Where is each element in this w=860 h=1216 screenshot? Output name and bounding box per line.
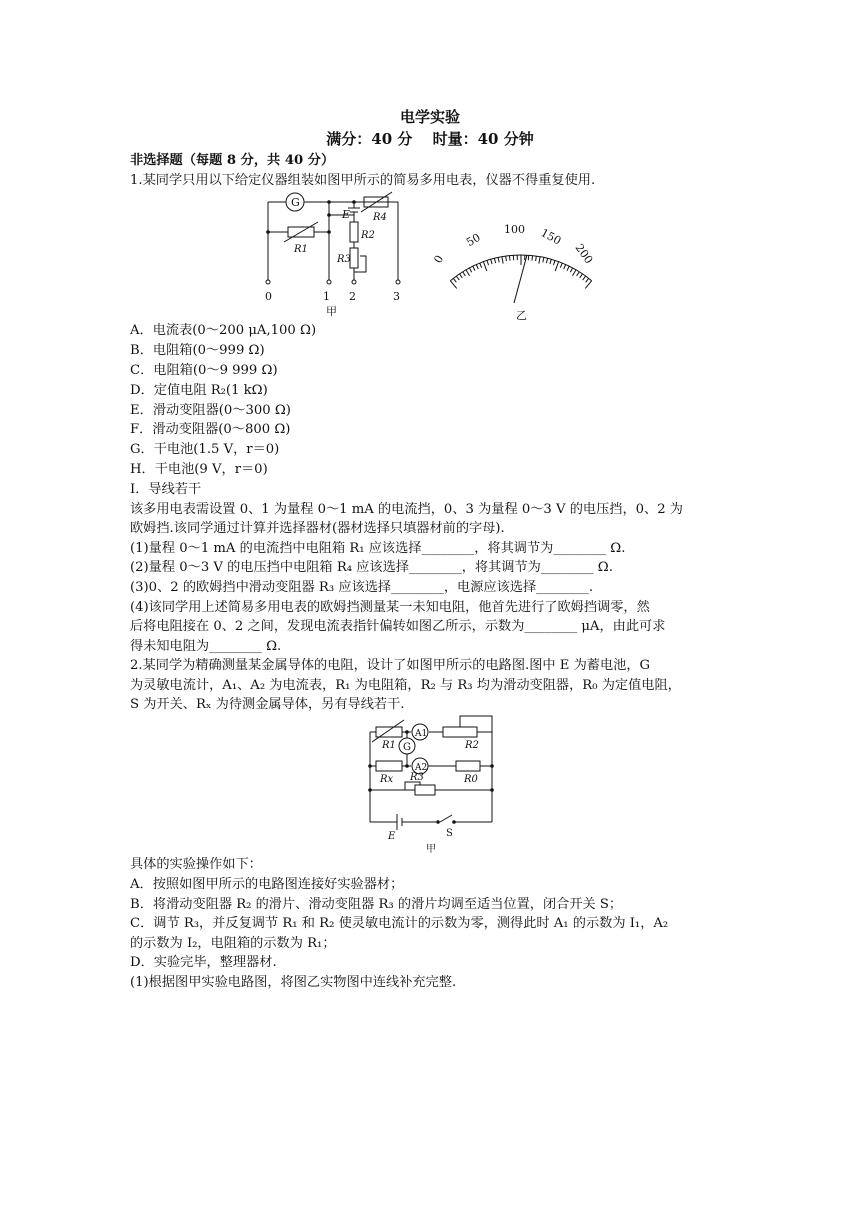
meter-tick <box>555 262 558 271</box>
q1-option-b: B．电阻箱(0～999 Ω) <box>130 343 265 358</box>
meter-tick <box>577 272 580 276</box>
q2-circuit-figure <box>360 714 520 854</box>
meter-tick <box>483 262 486 271</box>
meter-tick <box>498 257 499 262</box>
q1-body-line: (4)该同学用上述简易多用电表的欧姆挡测量某一未知电阻，他首先进行了欧姆挡调零，然 <box>130 600 650 615</box>
meter-tick <box>567 266 569 270</box>
q2-s-label: S <box>446 828 453 839</box>
q1-option-h: H．干电池(9 V，r＝0) <box>130 462 268 477</box>
q2-r2-label: R2 <box>465 740 479 751</box>
q1-r3-label: R3 <box>337 254 351 265</box>
meter-tick <box>476 265 478 270</box>
meter-tick <box>459 274 462 278</box>
page-subtitle: 满分：40 分 时量：40 分钟 <box>326 130 534 148</box>
meter-tick <box>453 278 456 282</box>
terminal-0-label: 0 <box>265 290 272 303</box>
q1-option-g: G．干电池(1.5 V，r＝0) <box>130 442 280 457</box>
q2-r0-label: R0 <box>464 774 478 785</box>
q1-body-line: 欧姆挡.该同学通过计算并选择器材(器材选择只填器材前的字母). <box>130 521 505 536</box>
q1-option-c: C．电阻箱(0～9 999 Ω) <box>130 363 278 378</box>
q1-option-d: D．定值电阻 R₂(1 kΩ) <box>130 383 268 398</box>
meter-tick <box>494 258 495 263</box>
meter-tick <box>583 276 586 280</box>
q2-e-label: E <box>388 831 396 842</box>
scale-label-100: 100 <box>504 223 525 236</box>
scale-label-50: 50 <box>464 230 483 250</box>
q2-r3-label: R3 <box>410 772 424 783</box>
meter-tick <box>564 265 566 270</box>
q2-stem-line: S 为开关、Rₓ 为待测金属导体，另有导线若干. <box>130 697 405 712</box>
meter-tick <box>543 257 544 262</box>
q1-r1-label: R1 <box>294 244 308 255</box>
meter-tick <box>456 276 459 280</box>
q2-rx-label: Rx <box>380 774 394 785</box>
scale-label-0: 0 <box>431 253 447 266</box>
q2-step-line: C．调节 R₃，并反复调节 R₁ 和 R₂ 使灵敏电流计的示数为零，测得此时 A₁ 的示数为 I₁，A₂ <box>130 916 669 931</box>
q1-body-line: 后将电阻接在 0、2 之间，发现电流表指针偏转如图乙所示，示数为________ μA，由此可求 <box>130 619 666 634</box>
q1-option-a: A．电流表(0～200 μA,100 Ω) <box>130 323 317 338</box>
meter-tick <box>586 278 589 282</box>
meter-tick <box>502 257 503 264</box>
section-heading: 非选择题（每题 8 分，共 40 分） <box>130 153 335 168</box>
meter-tick <box>491 259 492 264</box>
meter-tick <box>532 256 533 261</box>
meter-tick <box>487 260 489 265</box>
meter-tick <box>580 274 583 278</box>
q2-step-line: D．实验完毕，整理器材. <box>130 955 277 970</box>
q2-stem-line: 为灵敏电流计，A₁、A₂ 为电流表，R₁ 为电阻箱，R₂ 与 R₃ 均为滑动变阻器，R₀ 为定值电阻， <box>130 678 681 693</box>
meter-tick <box>510 256 511 261</box>
q2-fig-caption: 甲 <box>426 844 436 855</box>
q1-body-line: (3)0、2 的欧姆挡中滑动变阻器 R₃ 应该选择________，电源应该选择________. <box>130 580 594 595</box>
meter-tick <box>539 257 540 264</box>
q1-body-line: (2)量程 0～3 V 的电压挡中电阻箱 R₄ 应该选择________，将其调节为________ Ω. <box>130 560 613 575</box>
q1-fig-jia-caption: 甲 <box>326 305 337 318</box>
q2-stem-line: 2.某同学为精确测量某金属导体的电阻，设计了如图甲所示的电路图.图中 E 为蓄电池，G <box>130 658 651 673</box>
q1-meter-scale-figure <box>431 215 606 325</box>
meter-tick <box>553 260 555 265</box>
meter-tick <box>546 258 547 263</box>
q2-g-label: G <box>403 742 411 753</box>
meter-tick <box>463 272 466 276</box>
q1-option-f: F．滑动变阻器(0～800 Ω) <box>130 422 291 437</box>
q2-a2-label: A2 <box>415 763 428 773</box>
meter-tick <box>550 259 551 264</box>
page-title: 电学实验 <box>399 108 460 126</box>
meter-tick <box>573 270 577 276</box>
q2-step-line: A．按照如图甲所示的电路图连接好实验器材； <box>130 877 404 892</box>
q1-e-label: E <box>342 208 351 221</box>
meter-tick <box>480 263 482 268</box>
meter-tick <box>506 256 507 261</box>
q1-body-line: 该多用电表需设置 0、1 为量程 0～1 mA 的电流挡，0、3 为量程 0～3 V 的电压挡，0、2 为 <box>130 502 683 517</box>
q1-option-e: E．滑动变阻器(0～300 Ω) <box>130 403 291 418</box>
terminal-1-label: 1 <box>323 290 330 303</box>
q2-step-line: B．将滑动变阻器 R₂ 的滑片、滑动变阻器 R₃ 的滑片均调至适当位置，闭合开关 S； <box>130 897 623 912</box>
q2-r1-label: R1 <box>382 740 396 751</box>
terminal-3-label: 3 <box>393 290 400 303</box>
q1-r2-label: R2 <box>361 230 375 241</box>
q1-circuit-figure <box>258 190 458 320</box>
q1-body-line: (1)量程 0～1 mA 的电流挡中电阻箱 R₁ 应该选择________，将其调节为________ Ω. <box>130 541 626 556</box>
q2-a1-label: A1 <box>415 729 428 739</box>
meter-tick <box>560 263 562 268</box>
scale-label-200: 200 <box>572 241 596 267</box>
q1-option-i: I．导线若干 <box>130 482 202 497</box>
scale-label-150: 150 <box>538 226 564 248</box>
q1-g-label: G <box>291 196 300 209</box>
q1-body-line: 得未知电阻为________ Ω. <box>130 639 282 654</box>
q1-r4-label: R4 <box>373 212 387 223</box>
q1-stem: 1.某同学只用以下给定仪器组装如图甲所示的简易多用电表，仪器不得重复使用. <box>130 173 596 188</box>
meter-tick <box>473 266 475 270</box>
meter-tick <box>466 270 470 276</box>
q1-fig-yi-caption: 乙 <box>516 309 527 322</box>
q2-step-line: (1)根据图甲实验电路图，将图乙实物图中连线补充完整. <box>130 975 457 990</box>
q2-step-line: 的示数为 I₂，电阻箱的示数为 R₁； <box>130 936 336 951</box>
meter-tick <box>469 268 471 272</box>
terminal-2-label: 2 <box>349 290 356 303</box>
meter-tick <box>570 268 572 272</box>
q2-step-line: 具体的实验操作如下： <box>130 857 262 872</box>
meter-tick <box>536 256 537 261</box>
